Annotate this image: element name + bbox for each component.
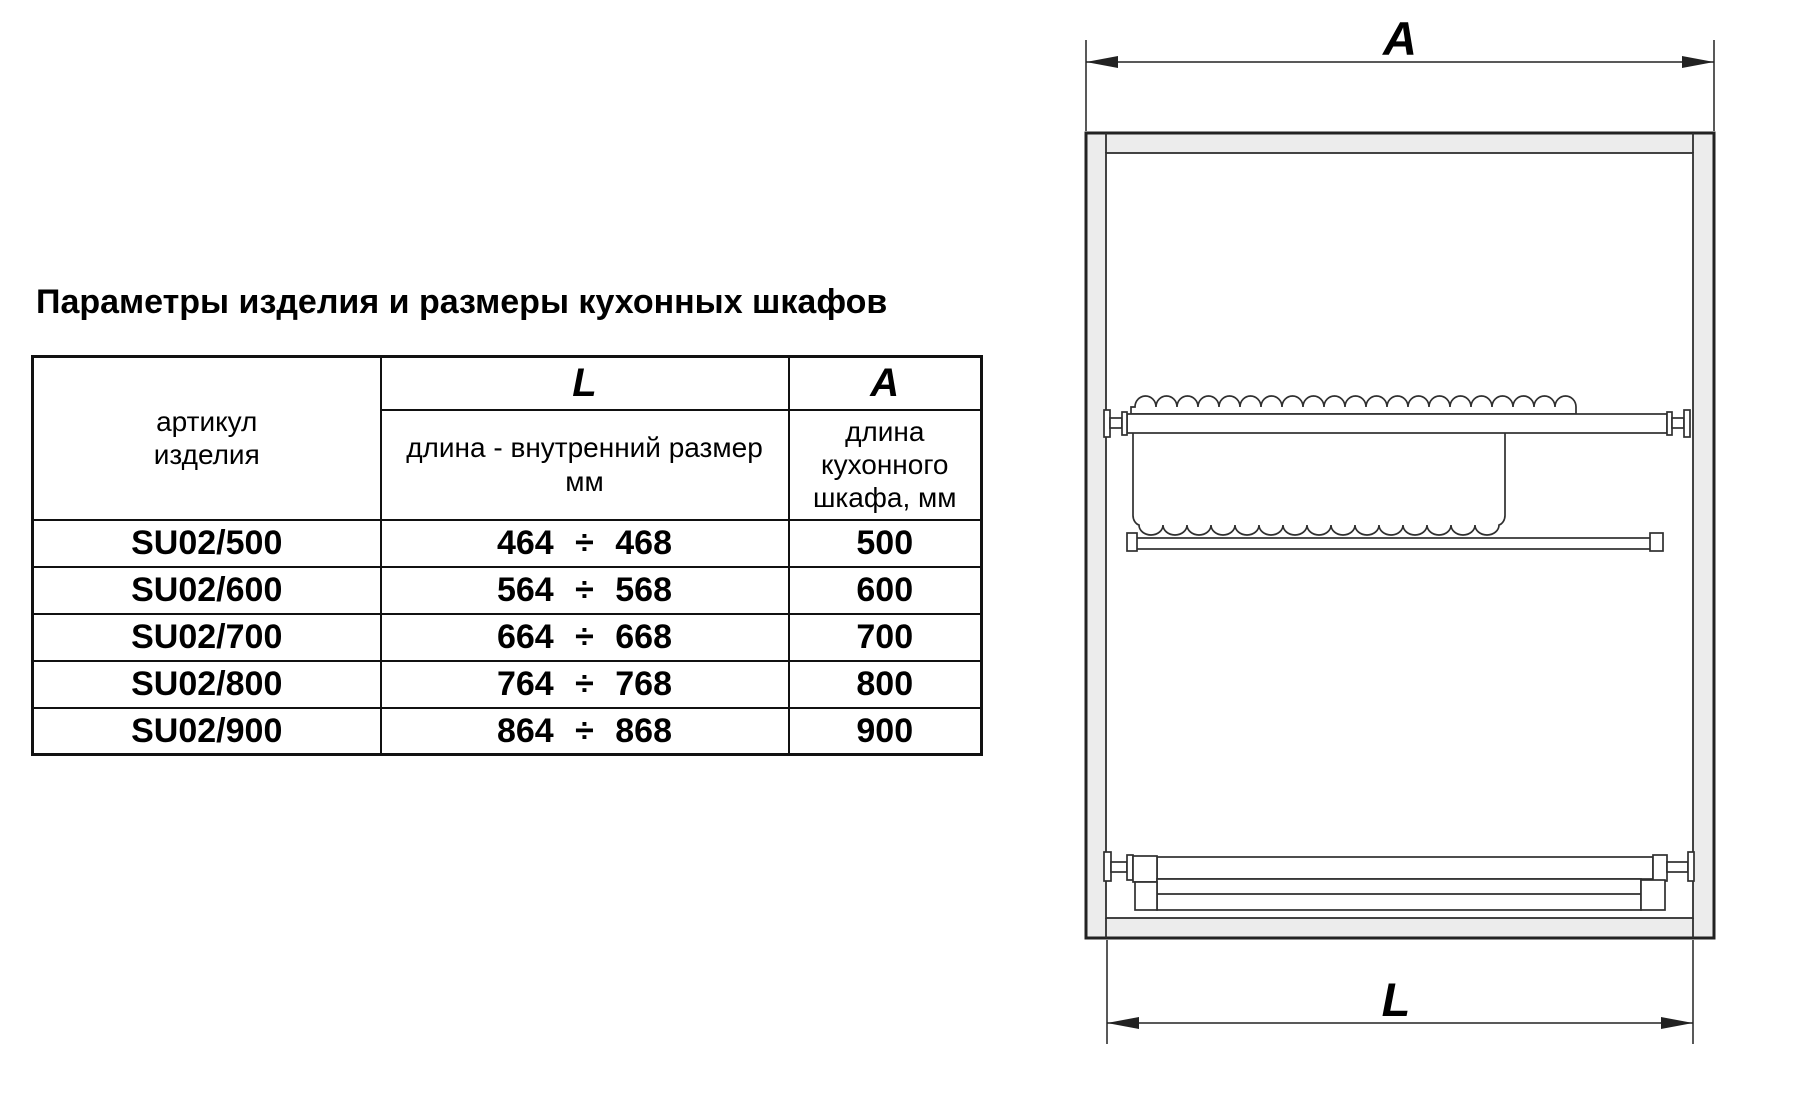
tray-right-pin-cap — [1688, 852, 1694, 881]
rack-body-outline — [1133, 433, 1505, 535]
cabinet-drawing — [1040, 0, 1800, 1100]
l-range-cell: 664 ÷ 668 — [381, 614, 789, 661]
a-cell: 800 — [789, 661, 982, 708]
table-row — [33, 661, 982, 708]
drip-tray — [1104, 852, 1694, 910]
dim-a-arrow-right — [1682, 56, 1714, 68]
rack-bottom-rail — [1135, 538, 1652, 549]
l-subheader-line1: длина - внутренний размер — [406, 432, 763, 464]
dim-l-arrow-left — [1107, 1017, 1139, 1029]
a-cell: 600 — [789, 567, 982, 614]
article-header-line1: артикул — [156, 406, 258, 438]
tray-left-pin-shaft — [1111, 862, 1127, 872]
rack-plate-scallops — [1131, 396, 1576, 414]
dim-l-arrow-right — [1661, 1017, 1693, 1029]
l-range-cell: 764 ÷ 768 — [381, 661, 789, 708]
l-range-cell: 464 ÷ 468 — [381, 520, 789, 567]
a-subheader-line1: длина — [845, 415, 925, 447]
rack-front-rail — [1127, 414, 1667, 433]
rack-left-pin-cap — [1104, 410, 1110, 437]
tray-lower-left-bracket — [1135, 882, 1157, 910]
l-range-cell: 564 ÷ 568 — [381, 567, 789, 614]
rack-left-pin-flange — [1122, 412, 1127, 435]
table-row — [33, 520, 982, 567]
article-cell: SU02/700 — [33, 614, 381, 661]
l-subheader-line2: мм — [565, 465, 604, 497]
rack-bottom-rail-right-cap — [1650, 533, 1663, 551]
a-cell: 700 — [789, 614, 982, 661]
rack-left-pin-shaft — [1110, 418, 1122, 428]
tray-lower-right-bracket — [1641, 880, 1665, 910]
a-cell: 500 — [789, 520, 982, 567]
article-cell: SU02/600 — [33, 567, 381, 614]
table-row — [33, 614, 982, 661]
rack-right-pin-shaft — [1672, 418, 1684, 428]
dim-a-label: A — [1383, 12, 1417, 65]
table-row — [33, 567, 982, 614]
tray-right-pin-shaft — [1667, 862, 1688, 872]
rack-right-pin-cap — [1684, 410, 1690, 437]
spec-table — [31, 355, 983, 756]
column-header-A: A — [789, 357, 982, 410]
dish-rack — [1104, 396, 1690, 551]
article-cell: SU02/900 — [33, 708, 381, 755]
cabinet-corner-joints — [1106, 133, 1693, 938]
cabinet-outer-outline — [1086, 133, 1714, 938]
a-cell: 900 — [789, 708, 982, 755]
page-title: Параметры изделия и размеры кухонных шкафов — [36, 283, 888, 321]
dim-a-arrow-left — [1086, 56, 1118, 68]
article-header-line2: изделия — [153, 439, 260, 471]
tray-left-pin-flange — [1127, 855, 1133, 880]
article-cell: SU02/500 — [33, 520, 381, 567]
dim-l-label: L — [1381, 973, 1411, 1026]
column-header-L: L — [381, 357, 789, 410]
table-header-row-1 — [33, 357, 982, 410]
rack-bottom-rail-left-cap — [1127, 533, 1137, 551]
tray-top-bar — [1157, 857, 1653, 879]
cabinet-frame-fill — [1086, 133, 1714, 938]
column-subheader-L — [381, 410, 789, 520]
tray-right-pin-flange — [1653, 855, 1667, 881]
l-range-cell: 864 ÷ 868 — [381, 708, 789, 755]
article-cell: SU02/800 — [33, 661, 381, 708]
table-row — [33, 708, 982, 755]
a-subheader-line3: шкафа, мм — [812, 482, 957, 514]
tray-left-bracket — [1133, 856, 1157, 882]
tray-left-pin-cap — [1104, 852, 1111, 881]
a-subheader-line2: кухонного — [821, 448, 949, 480]
cabinet-inner-outline — [1106, 153, 1693, 918]
column-subheader-A — [789, 410, 982, 520]
column-header-article — [33, 357, 381, 520]
